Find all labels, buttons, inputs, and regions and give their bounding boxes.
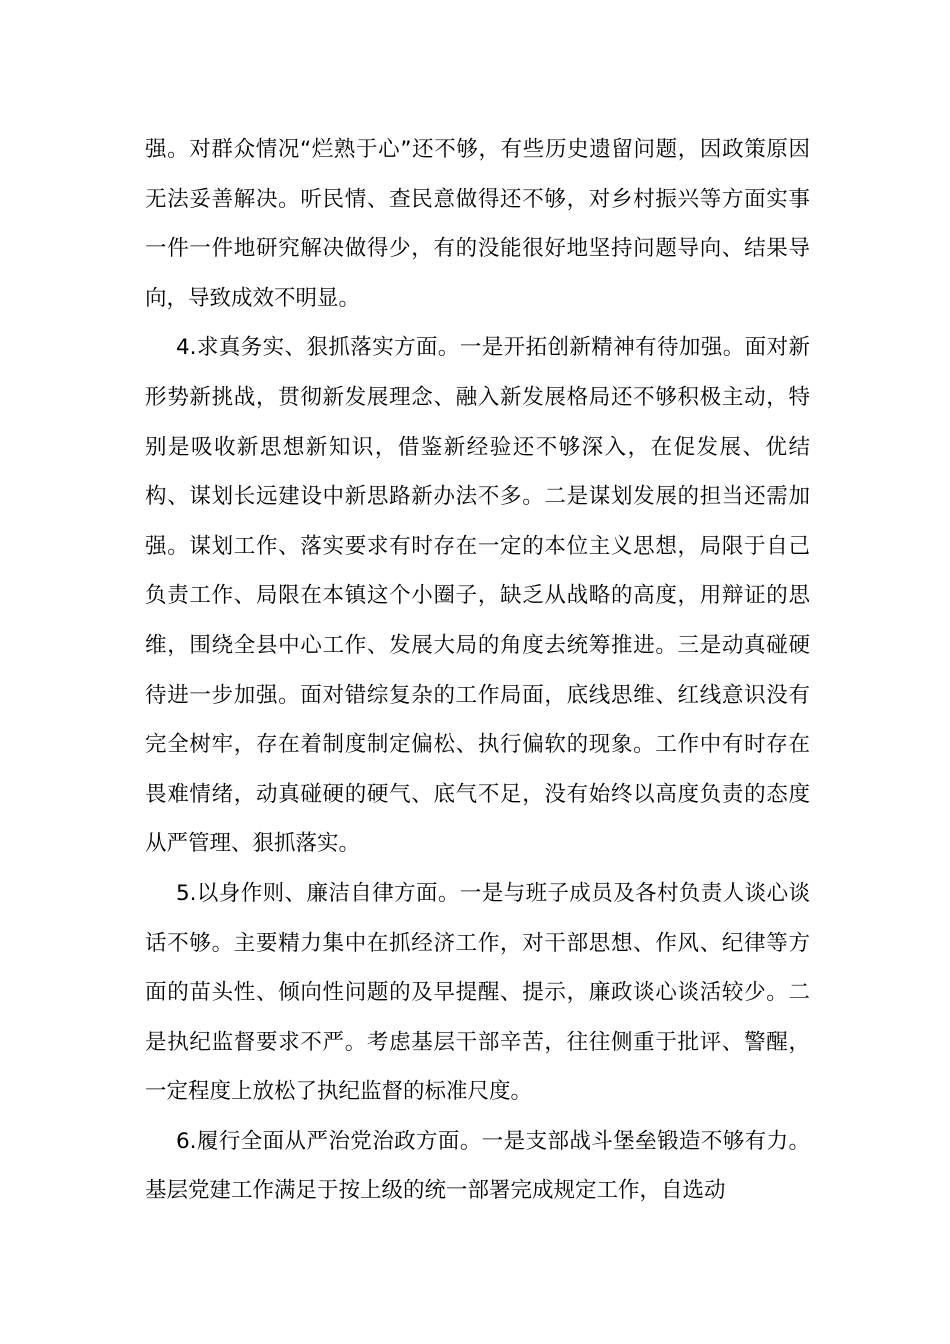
- document-body: [145, 125, 810, 1216]
- paragraph-item-6: 6.履行全面从严治党治政方面。一是支部战斗堡垒锻造不够有力。基层党建工作满足于按上级的统一部署完成规定工作，自选动: [145, 1128, 810, 1204]
- paragraph-continued: 强。对群众情况“烂熟于心”还不够，有些历史遗留问题，因政策原因无法妥善解决。听民情、查民意做得还不够，对乡村振兴等方面实事一件一件地研究解决做得少，有的没能很好地坚持问题导向、结果导向，导致成效不明显。: [145, 137, 810, 311]
- paragraph-item-5: 5.以身作则、廉洁自律方面。一是与班子成员及各村负责人谈心谈话不够。主要精力集中在抓经济工作，对干部思想、作风、纪律等方面的苗头性、倾向性问题的及早提醒、提示，廉政谈心谈活较少。二是执纪监督要求不严。考虑基层干部辛苦，往往侧重于批评、警醒，一定程度上放松了执纪监督的标准尺度。: [145, 880, 810, 1105]
- paragraph-item-4: 4.求真务实、狠抓落实方面。一是开拓创新精神有待加强。面对新形势新挑战，贯彻新发展理念、融入新发展格局还不够积极主动，特别是吸收新思想新知识，借鉴新经验还不够深入，在促发展、优结构、谋划长远建设中新思路新办法不多。二是谋划发展的担当还需加强。谋划工作、落实要求有时存在一定的本位主义思想，局限于自己负责工作、局限在本镇这个小圈子，缺乏从战略的高度，用辩证的思维，围绕全县中心工作、发展大局的角度去统筹推进。三是动真碰硬待进一步加强。面对错综复杂的工作局面，底线思维、红线意识没有完全树牢，存在着制度制定偏松、执行偏软的现象。工作中有时存在畏难情绪，动真碰硬的硬气、底气不足，没有始终以高度负责的态度从严管理、狠抓落实。: [145, 335, 810, 857]
